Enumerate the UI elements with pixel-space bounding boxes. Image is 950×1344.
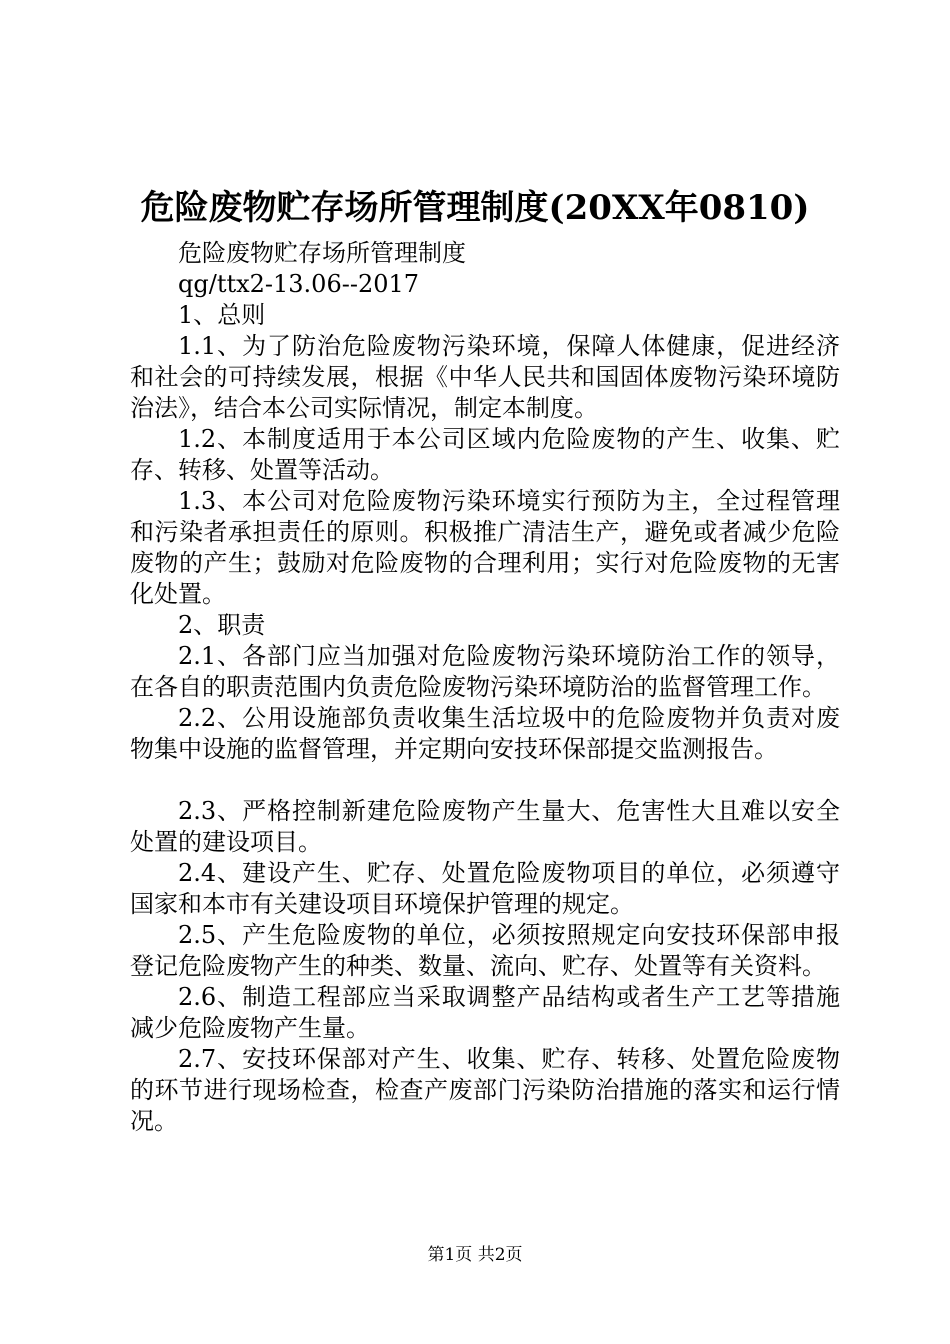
paragraph-2-3: 2.3、严格控制新建危险废物产生量大、危害性大且难以安全处置的建设项目。 xyxy=(130,797,840,856)
paragraph-doc-code: qg/ttx2-13.06--2017 xyxy=(178,270,420,298)
paragraph-2-2: 2.2、公用设施部负责收集生活垃圾中的危险废物并负责对废物集中设施的监督管理，并定期向安技环保部提交监测报告。 xyxy=(130,704,840,763)
paragraph-1-2: 1.2、本制度适用于本公司区域内危险废物的产生、收集、贮存、转移、处置等活动。 xyxy=(130,425,840,484)
paragraph-section-1: 1、总则 xyxy=(178,301,266,329)
paragraph-1-3: 1.3、本公司对危险废物污染环境实行预防为主，全过程管理和污染者承担责任的原则。积极推广清洁生产，避免或者减少危险废物的产生；鼓励对危险废物的合理利用；实行对危险废物的无害化处置。 xyxy=(130,487,840,608)
paragraph-2-7: 2.7、安技环保部对产生、收集、贮存、转移、处置危险废物的环节进行现场检查，检查产废部门污染防治措施的落实和运行情况。 xyxy=(130,1045,840,1135)
document-title: 危险废物贮存场所管理制度(20XX年0810) xyxy=(140,188,810,228)
paragraph-subtitle: 危险废物贮存场所管理制度 xyxy=(178,239,466,267)
paragraph-1-1: 1.1、为了防治危险废物污染环境，保障人体健康，促进经济和社会的可持续发展，根据《中华人民共和国固体废物污染环境防治法》，结合本公司实际情况，制定本制度。 xyxy=(130,332,840,422)
paragraph-2-4: 2.4、建设产生、贮存、处置危险废物项目的单位，必须遵守国家和本市有关建设项目环境保护管理的规定。 xyxy=(130,859,840,918)
document-body xyxy=(130,238,840,1137)
paragraph-2-1: 2.1、各部门应当加强对危险废物污染环境防治工作的领导，在各自的职责范围内负责危险废物污染环境防治的监督管理工作。 xyxy=(130,642,840,701)
page-number-footer: 第1页 共2页 xyxy=(427,1245,523,1265)
paragraph-2-5: 2.5、产生危险废物的单位，必须按照规定向安技环保部申报登记危险废物产生的种类、数量、流向、贮存、处置等有关资料。 xyxy=(130,921,840,980)
paragraph-section-2: 2、职责 xyxy=(178,611,266,639)
paragraph-2-6: 2.6、制造工程部应当采取调整产品结构或者生产工艺等措施减少危险废物产生量。 xyxy=(130,983,840,1042)
